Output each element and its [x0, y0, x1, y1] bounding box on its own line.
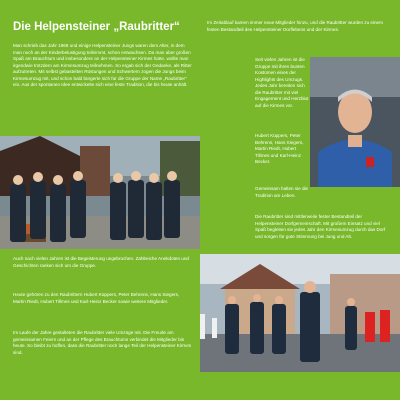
beside-portrait-paragraph: Seit vielen Jahren ist die Gruppe mit ihren bunten Kostümen eines der Highlights des Umzugs. Jedes Jahr bereiten sich die Raubritter mit viel Engagement und Herzblut auf die Kirmes vor.	[255, 57, 309, 108]
tradition-paragraph: Gemeinsam halten sie die Tradition am Leben.	[255, 186, 309, 198]
right-top-paragraph: Im Zeitablauf kamen immer neue Mitglieder hinzu, und die Raubritter wurden zu einem festen Bestandteil des Helpensteiner Dorflebens und der Kirmes.	[207, 20, 383, 32]
group-photo	[0, 136, 200, 249]
article-title: Die Helpensteiner „Raubritter“	[13, 21, 180, 33]
intro-paragraph: Man schrieb das Jahr 1968 und einige Helpensteiner Jungs waren dem Alter, in dem man noch an der Kinderbelustigung teilnimmt, schon entwachsen. Da man aber großen Spaß am Brauchtum und insbesondere an der Helpensteiner Kirmes hatte, wollte man irgendwie trotzdem am Kirmesumzug teilnehmen. So ergab sich der Gedanke, als Ritter aufzutreten. Mit selbst gebastelten Rüstungen und Schwertern zogen die Jungs beim Kirmesumzug mit, und schon bald bürgerte sich für die Gruppe der Name „Raubritter“ ein. Aus der spontanen Idee entwickelte sich eine feste Tradition, die bis heute anhält.	[13, 43, 192, 87]
history-paragraph: Auch nach vielen Jahren ist die Begeisterung ungebrochen. Zahlreiche Anekdoten und Geschichten ranken sich um die Gruppe.	[13, 256, 189, 268]
closing-paragraph: Im Laufe der Jahre gestalteten die Raubritter viele Umzüge mit. Die Freude am gemeinsamen Feiern und an der Pflege des Brauchtums verbindet die Mitglieder bis heute. So bleibt zu hoffen, dass die Raubritter noch lange Teil der Helpensteiner Kirmes sind.	[13, 330, 192, 355]
portrait-photo	[310, 57, 400, 187]
members-paragraph: Hubert Küppers, Peter Behrens, Hans Siegers, Martin Riedt, Hubert Tillmes und Karl-Heinz Becker.	[255, 133, 304, 163]
parade-photo	[200, 254, 400, 372]
right-middle-paragraph: Die Raubritter sind mittlerweile fester Bestandteil der Helpensteiner Dorfgemeinschaft. Mit großem Einsatz und viel Spaß begleiten sie jedes Jahr den Kirmesumzug durch das Dorf und sorgen für gute Stimmung bei Jung und Alt.	[255, 214, 386, 239]
current-members-paragraph: Heute gehören zu den Raubrittern Hubert Küppers, Peter Behrens, Hans Siegers, Martin Riedt, Hubert Tillmes und Karl-Heinz Becker sowie weitere Mitglieder.	[13, 292, 180, 304]
